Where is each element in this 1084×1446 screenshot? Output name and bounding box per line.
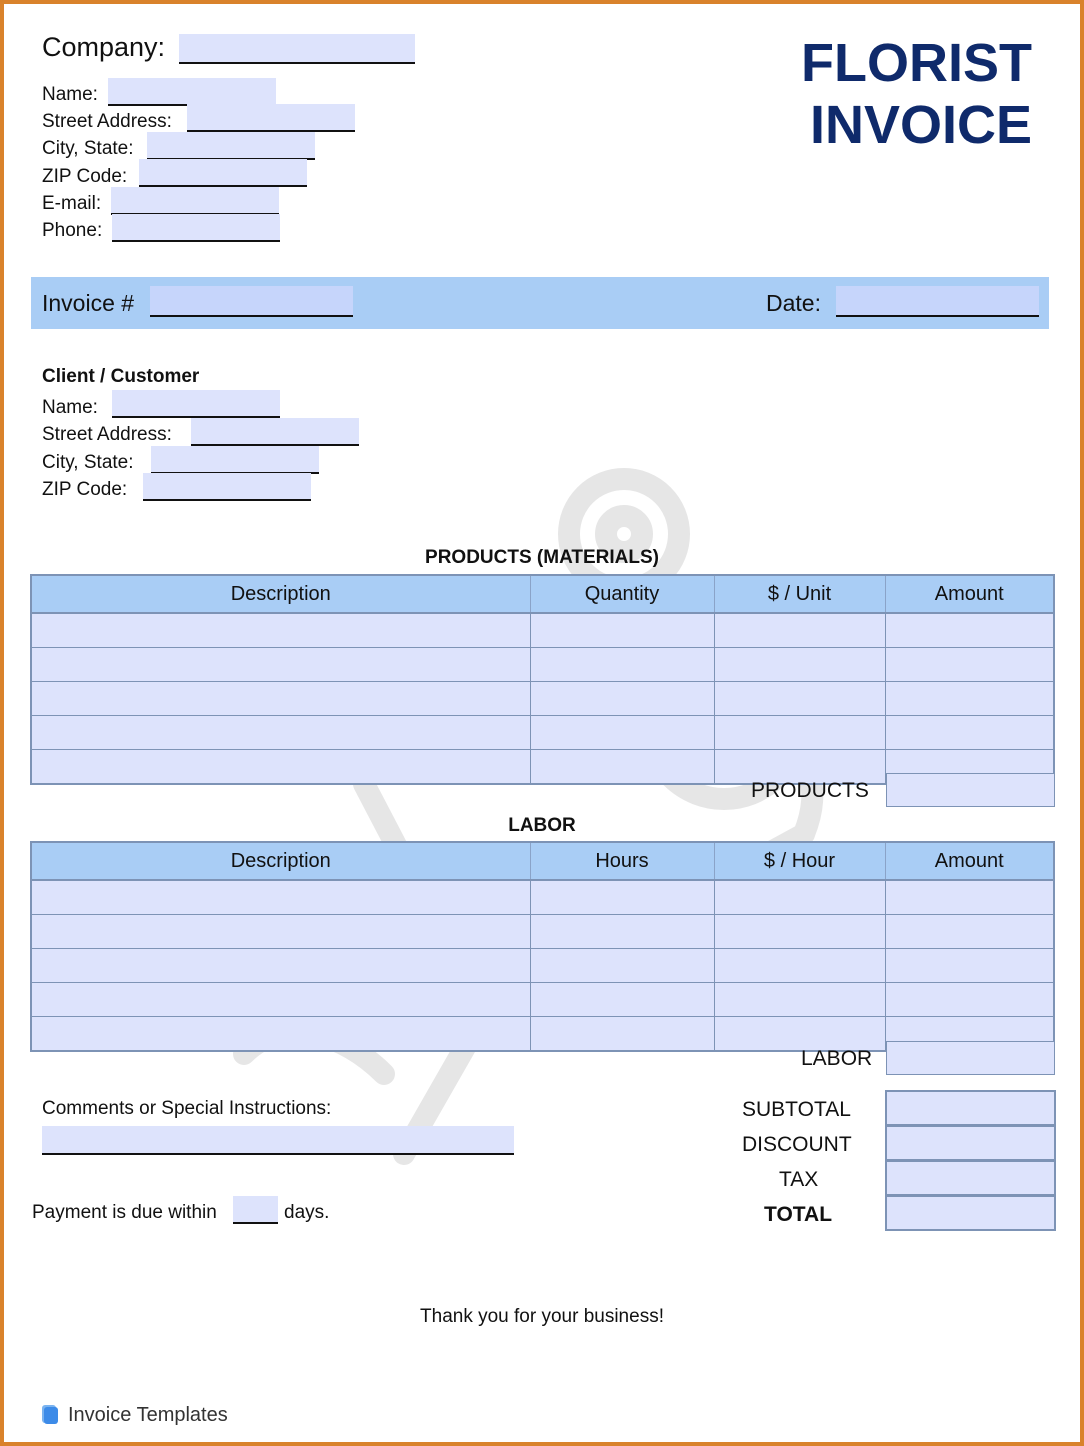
table-cell[interactable] xyxy=(530,983,714,1017)
tax-label: TAX xyxy=(779,1168,819,1191)
client-zip-field[interactable] xyxy=(143,473,311,501)
table-cell[interactable] xyxy=(714,682,885,716)
company-street-label: Street Address: xyxy=(42,111,172,132)
company-city-label: City, State: xyxy=(42,138,134,159)
products-table xyxy=(30,574,1055,785)
table-cell[interactable] xyxy=(714,648,885,682)
table-row xyxy=(31,949,1054,983)
table-cell[interactable] xyxy=(31,682,530,716)
table-cell[interactable] xyxy=(530,1017,714,1052)
client-city-field[interactable] xyxy=(151,446,319,474)
table-cell[interactable] xyxy=(714,880,885,915)
table-cell[interactable] xyxy=(885,915,1054,949)
company-street-field[interactable] xyxy=(187,104,355,132)
footer-brand: Invoice Templates xyxy=(68,1404,228,1426)
labor-total-label: LABOR xyxy=(801,1047,873,1070)
invoice-number-field[interactable] xyxy=(150,286,353,317)
table-cell[interactable] xyxy=(885,949,1054,983)
table-row xyxy=(31,716,1054,750)
table-cell[interactable] xyxy=(31,915,530,949)
labor-heading: LABOR xyxy=(508,815,576,836)
table-cell[interactable] xyxy=(530,949,714,983)
total-field[interactable] xyxy=(885,1195,1056,1231)
products-total-label: PRODUCTS xyxy=(751,779,869,802)
company-label: Company: xyxy=(42,32,166,62)
company-email-label: E-mail: xyxy=(42,193,102,214)
col-hourly-rate: $ / Hour xyxy=(714,842,885,880)
client-name-label: Name: xyxy=(42,397,98,418)
payment-terms-suffix: days. xyxy=(284,1202,330,1223)
table-cell[interactable] xyxy=(31,949,530,983)
table-cell[interactable] xyxy=(885,880,1054,915)
col-hours: Hours xyxy=(530,842,714,880)
company-phone-field[interactable] xyxy=(112,214,280,242)
table-cell[interactable] xyxy=(885,682,1054,716)
table-cell[interactable] xyxy=(885,983,1054,1017)
table-cell[interactable] xyxy=(31,613,530,648)
invoice-templates-logo-icon xyxy=(40,1403,60,1425)
table-cell[interactable] xyxy=(530,716,714,750)
table-cell[interactable] xyxy=(530,880,714,915)
client-city-label: City, State: xyxy=(42,452,134,473)
table-cell[interactable] xyxy=(530,750,714,785)
col-amount: Amount xyxy=(885,842,1054,880)
col-quantity: Quantity xyxy=(530,575,714,613)
discount-label: DISCOUNT xyxy=(742,1133,852,1156)
comments-field[interactable] xyxy=(42,1126,514,1155)
table-cell[interactable] xyxy=(31,983,530,1017)
invoice-title-line1: FLORIST xyxy=(801,33,1032,93)
company-name-field[interactable] xyxy=(108,78,276,106)
invoice-number-label: Invoice # xyxy=(42,290,135,316)
table-cell[interactable] xyxy=(530,613,714,648)
table-row xyxy=(31,682,1054,716)
comments-label: Comments or Special Instructions: xyxy=(42,1098,332,1119)
table-row xyxy=(31,983,1054,1017)
col-description: Description xyxy=(31,842,530,880)
company-zip-field[interactable] xyxy=(139,159,307,187)
products-heading: PRODUCTS (MATERIALS) xyxy=(425,547,659,568)
table-row xyxy=(31,880,1054,915)
company-zip-label: ZIP Code: xyxy=(42,166,128,187)
table-cell[interactable] xyxy=(885,613,1054,648)
payment-terms-prefix: Payment is due within xyxy=(32,1202,217,1223)
total-label: TOTAL xyxy=(764,1203,833,1226)
table-cell[interactable] xyxy=(31,750,530,785)
table-row xyxy=(31,648,1054,682)
col-description: Description xyxy=(31,575,530,613)
table-cell[interactable] xyxy=(31,1017,530,1052)
thank-you-message: Thank you for your business! xyxy=(420,1306,664,1327)
company-email-field[interactable] xyxy=(111,187,279,215)
table-cell[interactable] xyxy=(714,983,885,1017)
subtotal-label: SUBTOTAL xyxy=(742,1098,851,1121)
table-cell[interactable] xyxy=(530,648,714,682)
company-field[interactable] xyxy=(179,34,415,64)
client-name-field[interactable] xyxy=(112,390,280,418)
table-cell[interactable] xyxy=(714,949,885,983)
company-city-field[interactable] xyxy=(147,132,315,160)
client-street-field[interactable] xyxy=(191,418,359,446)
table-row xyxy=(31,915,1054,949)
labor-total-field[interactable] xyxy=(886,1041,1055,1075)
table-cell[interactable] xyxy=(31,648,530,682)
table-cell[interactable] xyxy=(714,613,885,648)
company-phone-label: Phone: xyxy=(42,220,103,241)
discount-field[interactable] xyxy=(885,1125,1056,1161)
table-cell[interactable] xyxy=(530,915,714,949)
date-label: Date: xyxy=(766,290,821,316)
table-cell[interactable] xyxy=(885,716,1054,750)
products-total-field[interactable] xyxy=(886,773,1055,807)
table-cell[interactable] xyxy=(714,716,885,750)
tax-field[interactable] xyxy=(885,1160,1056,1196)
col-amount: Amount xyxy=(885,575,1054,613)
col-unit-price: $ / Unit xyxy=(714,575,885,613)
table-cell[interactable] xyxy=(714,915,885,949)
client-zip-label: ZIP Code: xyxy=(42,479,128,500)
client-heading: Client / Customer xyxy=(42,366,200,387)
client-street-label: Street Address: xyxy=(42,424,172,445)
company-name-label: Name: xyxy=(42,84,98,105)
table-cell[interactable] xyxy=(31,880,530,915)
table-cell[interactable] xyxy=(714,1017,885,1052)
labor-table xyxy=(30,841,1055,1052)
subtotal-field[interactable] xyxy=(885,1090,1056,1126)
payment-days-field[interactable] xyxy=(233,1196,278,1224)
table-cell[interactable] xyxy=(31,716,530,750)
invoice-title-line2: INVOICE xyxy=(809,95,1032,155)
table-cell[interactable] xyxy=(885,648,1054,682)
invoice-date-bar xyxy=(31,277,1049,329)
table-row xyxy=(31,613,1054,648)
table-cell[interactable] xyxy=(530,682,714,716)
date-field[interactable] xyxy=(836,286,1039,317)
